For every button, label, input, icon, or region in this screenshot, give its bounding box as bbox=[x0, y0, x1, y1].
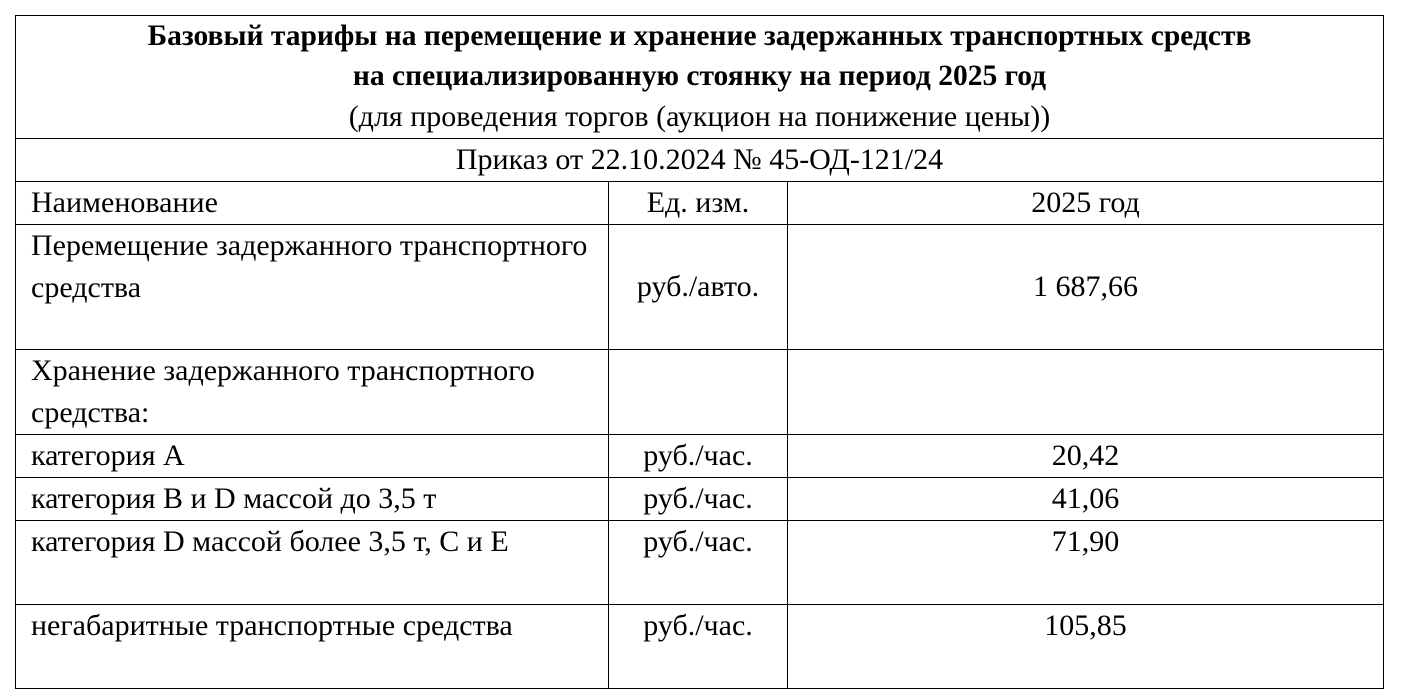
order-row bbox=[16, 139, 1384, 182]
row-name: негабаритные транспортные средства bbox=[16, 605, 609, 689]
title-row bbox=[16, 16, 1384, 139]
table-row bbox=[16, 350, 1384, 435]
row-name: Перемещение задержанного транспортного средства bbox=[16, 225, 609, 350]
title-line-3: (для проведения торгов (аукцион на понижение цены)) bbox=[348, 100, 1051, 133]
row-value: 105,85 bbox=[788, 605, 1384, 689]
row-value: 41,06 bbox=[788, 478, 1384, 521]
title-line-1: Базовый тарифы на перемещение и хранение задержанных транспортных средств bbox=[147, 20, 1252, 52]
row-name: категория B и D массой до 3,5 т bbox=[16, 478, 609, 521]
row-unit bbox=[609, 350, 788, 435]
header-unit: Ед. изм. bbox=[609, 182, 788, 225]
table-row bbox=[16, 225, 1384, 350]
table-row bbox=[16, 605, 1384, 689]
row-value: 1 687,66 bbox=[788, 225, 1384, 350]
row-name: категория D массой более 3,5 т, C и E bbox=[16, 521, 609, 605]
row-unit: руб./час. bbox=[609, 478, 788, 521]
row-unit: руб./час. bbox=[609, 605, 788, 689]
order-reference: Приказ от 22.10.2024 № 45-ОД-121/24 bbox=[16, 139, 1384, 182]
row-value: 71,90 bbox=[788, 521, 1384, 605]
table-row bbox=[16, 478, 1384, 521]
tariff-table bbox=[15, 15, 1384, 689]
row-name: категория A bbox=[16, 435, 609, 478]
table-title bbox=[16, 16, 1384, 139]
row-unit: руб./час. bbox=[609, 435, 788, 478]
row-value: 20,42 bbox=[788, 435, 1384, 478]
header-year: 2025 год bbox=[788, 182, 1384, 225]
header-name: Наименование bbox=[16, 182, 609, 225]
table-row bbox=[16, 435, 1384, 478]
row-unit: руб./час. bbox=[609, 521, 788, 605]
header-row bbox=[16, 182, 1384, 225]
title-line-2: на специализированную стоянку на период 2025 год bbox=[352, 60, 1047, 92]
row-unit: руб./авто. bbox=[609, 225, 788, 350]
row-value bbox=[788, 350, 1384, 435]
row-name: Хранение задержанного транспортного средства: bbox=[16, 350, 609, 435]
table-row bbox=[16, 521, 1384, 605]
